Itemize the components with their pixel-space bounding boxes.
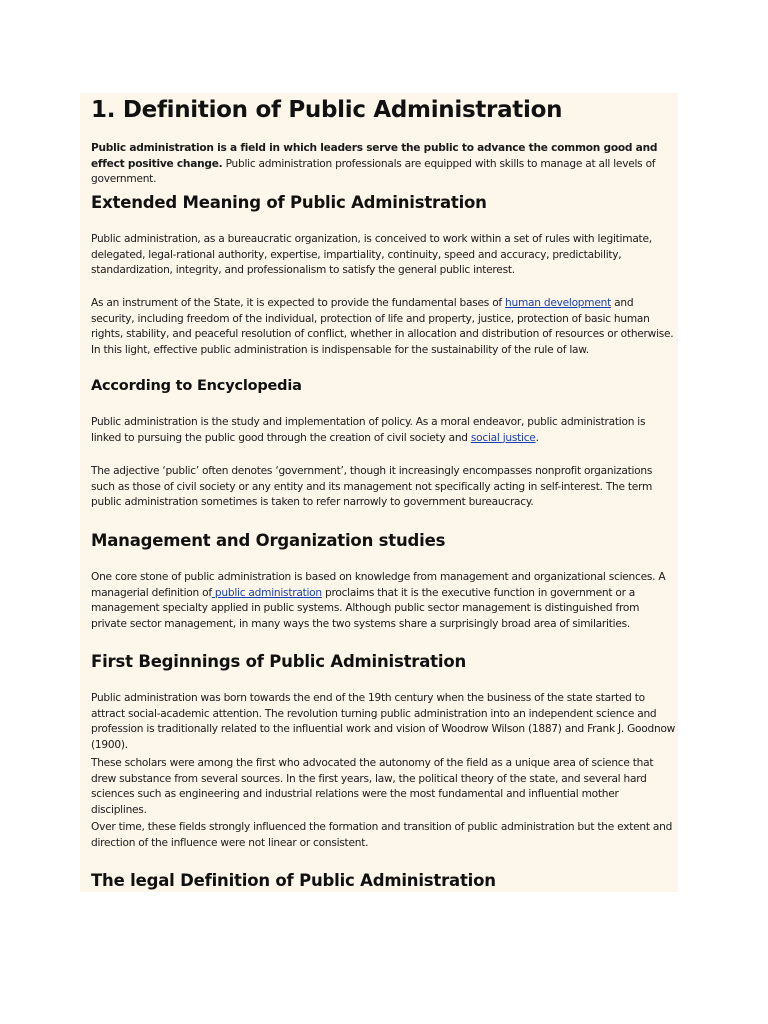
extended-p2-text-before: As an instrument of the State, it is expected to provide the fundamental bases of — [91, 297, 506, 309]
intro-paragraph — [91, 141, 676, 188]
encyclopedia-paragraph-1 — [91, 415, 676, 446]
heading-legal-definition: The legal Definition of Public Administration — [91, 871, 496, 890]
extended-p2-text-after: and security, including freedom of the individual, protection of life and property, justice, protection of basic human rights, stability, and peaceful resolution of conflict, whether in allocation and distribution of resources or otherwise. In this light, effective public administration is indispensable for the sustainability of the rule of law. — [91, 297, 674, 356]
intro-text: Public administration professionals are equipped with skills to manage at all levels of government. — [91, 157, 656, 185]
encyclopedia-p1-text-before: Public administration is the study and implementation of policy. As a moral endeavor, public administration is linked to pursuing the public good through the creation of civil society and — [91, 416, 646, 444]
human-development-link[interactable]: human development — [505, 297, 611, 309]
encyclopedia-paragraph-2: The adjective ‘public’ often denotes ‘government’, though it increasingly encompasses nonprofit organizations such as those of civil society or any entity and its management not specifically acting in self-interest. The term public administration sometimes is taken to refer narrowly to government bureaucracy. — [91, 465, 653, 508]
page-title: 1. Definition of Public Administration — [91, 97, 563, 123]
heading-extended-meaning: Extended Meaning of Public Administration — [91, 193, 487, 212]
beginnings-paragraph-3: Over time, these fields strongly influenced the formation and transition of public administration but the extent and direction of the influence were not linear or consistent. — [91, 821, 673, 849]
document-panel — [80, 93, 678, 892]
management-p1-text-before: One core stone of public administration is based on knowledge from management and organizational sciences. A managerial definition of — [91, 571, 666, 599]
heading-encyclopedia: According to Encyclopedia — [91, 378, 302, 394]
intro-bold-text: Public administration is a field in which leaders serve the public to advance the common good and effect positive change. — [91, 142, 658, 170]
public-administration-link[interactable]: public administration — [211, 586, 322, 599]
extended-paragraph-1: Public administration, as a bureaucratic organization, is conceived to work within a set of rules with legitimate, delegated, legal-rational authority, expertise, impartiality, continuity, speed and accuracy, predictability, standardization, integrity, and professionalism to satisfy the general public interest. — [91, 233, 652, 276]
beginnings-paragraph-2: These scholars were among the first who advocated the autonomy of the field as a unique area of science that drew substance from several sources. In the first years, law, the political theory of the state, and several hard sciences such as engineering and industrial relations were the most fundamental and influential mother disciplines. — [91, 757, 654, 816]
management-p1-text-after: proclaims that it is the executive function in government or a management specialty applied in public systems. Although public sector management is distinguished from private sector management, in many ways the two systems share a surprisingly broad area of similarities. — [91, 586, 640, 630]
encyclopedia-p1-text-after: . — [535, 431, 539, 444]
social-justice-link[interactable]: social justice — [470, 431, 536, 444]
beginnings-paragraph-1: Public administration was born towards the end of the 19th century when the business of the state started to attract social-academic attention. The revolution turning public administration into an independent science and profession is traditionally related to the influential work and vision of Woodrow Wilson (1887) and Frank J. Goodnow (1900). — [91, 692, 676, 751]
heading-first-beginnings: First Beginnings of Public Administration — [91, 652, 467, 671]
heading-management: Management and Organization studies — [91, 531, 446, 550]
management-paragraph-1 — [91, 570, 676, 632]
extended-paragraph-2 — [91, 296, 676, 358]
